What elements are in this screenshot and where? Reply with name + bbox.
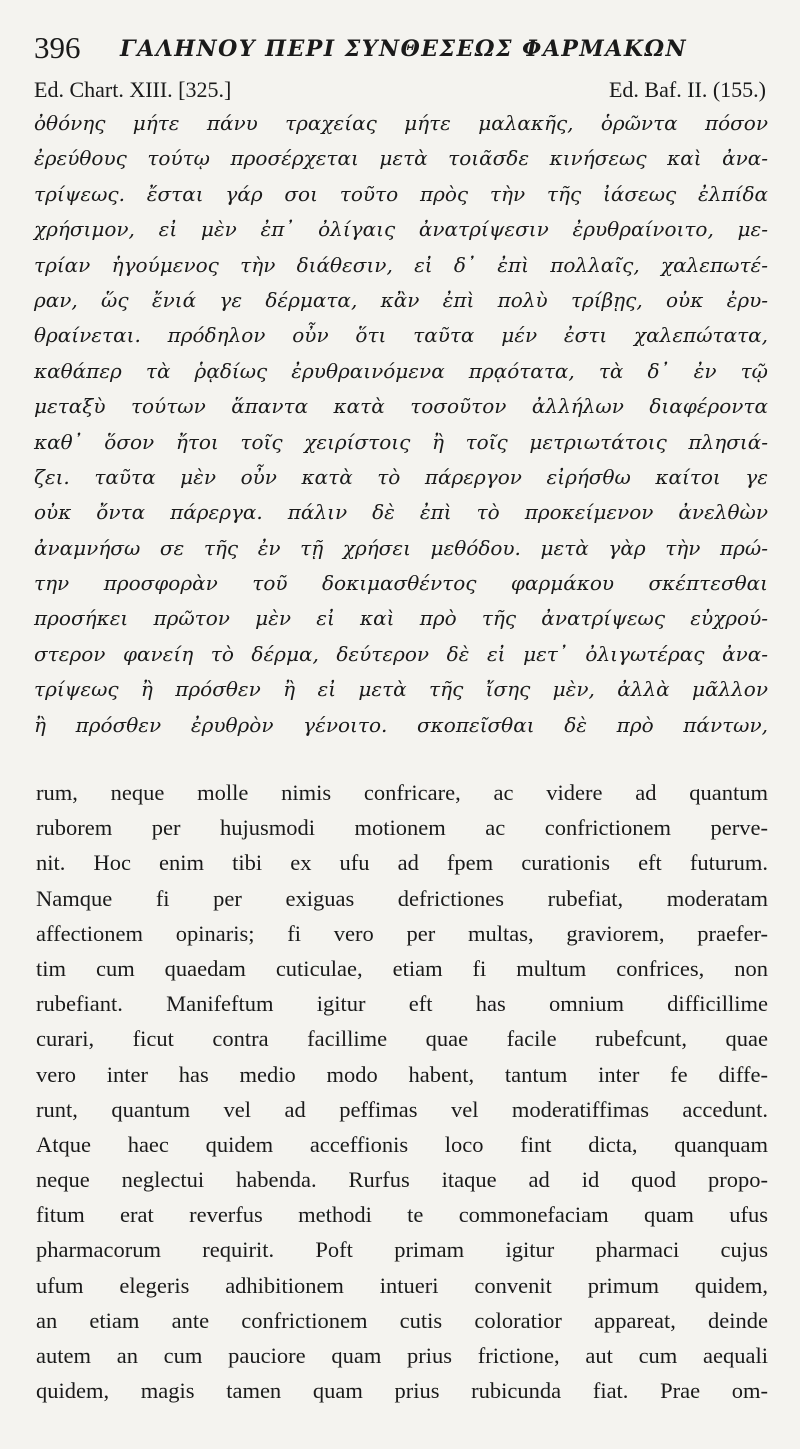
greek-text-block xyxy=(34,106,768,743)
latin-text-line: tim cum quaedam cuticulae, etiam fi multum confrices, non xyxy=(36,955,768,981)
greek-text-line: ζει. ταῦτα μὲν οὖν κατὰ τὸ πάρεργον εἰρήσθω καίτοι γε xyxy=(34,464,768,489)
edition-reference-line xyxy=(34,75,766,105)
latin-text-line: Atque haec quidem acceffionis loco fint dicta, quanquam xyxy=(36,1131,768,1157)
edition-chartier-reference: Ed. Chart. XIII. [325.] xyxy=(34,77,232,102)
greek-text-line: θραίνεται. πρόδηλον οὖν ὅτι ταῦτα μέν ἐστι χαλεπώτατα, xyxy=(34,323,768,348)
latin-text-line: vero inter has medio modo habent, tantum inter fe diffe- xyxy=(36,1061,768,1087)
latin-text-block xyxy=(36,775,768,1408)
latin-text-line: Namque fi per exiguas defrictiones rubefiat, moderatam xyxy=(36,885,768,911)
edition-basel-reference: Ed. Baf. II. (155.) xyxy=(608,77,766,102)
greek-text-line: την προσφορὰν τοῦ δοκιμασθέντος φαρμάκου σκέπτεσθαι xyxy=(34,571,768,596)
latin-text-line: affectionem opinaris; fi vero per multas, graviorem, praefer- xyxy=(36,920,768,946)
greek-text-line: τρίψεως. ἔσται γάρ σοι τοῦτο πρὸς τὴν τῆς ἰάσεως ἐλπίδα xyxy=(34,181,768,206)
greek-text-line: ἐρεύθους τούτῳ προσέρχεται μετὰ τοιᾶσδε κινήσεως καὶ ἀνα- xyxy=(34,146,768,171)
latin-text-line: ruborem per hujusmodi motionem ac confrictionem perve- xyxy=(36,815,768,841)
latin-text-line: fitum erat reverfus methodi te commonefaciam quam ufus xyxy=(36,1202,768,1228)
latin-text-line: rubefiant. Manifeftum igitur eft has omnium difficillime xyxy=(36,991,768,1017)
greek-text-line: τρίψεως ἢ πρόσθεν ἢ εἰ μετὰ τῆς ἴσης μὲν, ἀλλὰ μᾶλλον xyxy=(34,677,768,702)
latin-text-line: autem an cum pauciore quam prius frictione, aut cum aequali xyxy=(36,1343,768,1368)
running-title: ΓΑΛΗΝΟΥ ΠΕΡΙ ΣΥΝΘΕΣΕΩΣ ΦΑΡΜΑΚΩΝ xyxy=(120,36,688,62)
greek-text-line: προσήκει πρῶτον μὲν εἰ καὶ πρὸ τῆς ἀνατρίψεως εὐχρού- xyxy=(34,606,768,631)
page-number: 396 xyxy=(34,30,81,65)
latin-text-line: curari, ficut contra facillime quae facile rubefcunt, quae xyxy=(36,1026,768,1052)
greek-text-line: οὐκ ὄντα πάρεργα. πάλιν δὲ ἐπὶ τὸ προκείμενον ἀνελθὼν xyxy=(34,500,768,525)
greek-text-line: καθ᾿ ὅσον ἤτοι τοῖς χειρίστοις ἢ τοῖς μετριωτάτοις πλησιά- xyxy=(34,429,768,454)
greek-text-line: ἢ πρόσθεν ἐρυθρὸν γένοιτο. σκοπεῖσθαι δὲ πρὸ πάντων, xyxy=(34,712,768,737)
latin-text-line: pharmacorum requirit. Poft primam igitur pharmaci cujus xyxy=(36,1237,768,1263)
latin-text-line: neque neglectui habenda. Rurfus itaque ad id quod propo- xyxy=(36,1167,768,1193)
latin-text-line: ufum elegeris adhibitionem intueri convenit primum quidem, xyxy=(36,1272,768,1298)
running-head xyxy=(34,28,774,68)
greek-text-line: ραν, ὥς ἔνιά γε δέρματα, κἂν ἐπὶ πολὺ τρίβῃς, οὐκ ἐρυ- xyxy=(34,287,768,312)
latin-text-line: runt, quantum vel ad peffimas vel moderatiffimas accedunt. xyxy=(36,1096,768,1122)
greek-text-line: ἀναμνήσω σε τῆς ἐν τῇ χρήσει μεθόδου. μετὰ γὰρ τὴν πρώ- xyxy=(34,535,768,560)
latin-text-line: an etiam ante confrictionem cutis coloratior appareat, deinde xyxy=(36,1307,768,1333)
latin-text-line: rum, neque molle nimis confricare, ac videre ad quantum xyxy=(36,780,768,805)
greek-text-line: καθάπερ τὰ ῥᾳδίως ἐρυθραινόμενα πρᾳότατα, τὰ δ᾿ ἐν τῷ xyxy=(34,358,768,383)
greek-text-line: τρίαν ἡγούμενος τὴν διάθεσιν, εἰ δ᾿ ἐπὶ πολλαῖς, χαλεπωτέ- xyxy=(34,252,768,277)
greek-text-line: χρήσιμον, εἰ μὲν ἐπ᾿ ὀλίγαις ἀνατρίψεσιν ἐρυθραίνοιτο, με- xyxy=(34,217,768,242)
latin-text-line: quidem, magis tamen quam prius rubicunda fiat. Prae om- xyxy=(36,1378,768,1404)
greek-text-line: ὀθόνης μήτε πάνυ τραχείας μήτε μαλακῆς, ὁρῶντα πόσον xyxy=(34,111,768,135)
greek-text-line: μεταξὺ τούτων ἅπαντα κατὰ τοσοῦτον ἀλλήλων διαφέροντα xyxy=(34,394,768,419)
latin-text-line: nit. Hoc enim tibi ex ufu ad fpem curationis eft futurum. xyxy=(36,850,768,876)
greek-text-line: στερον φανείη τὸ δέρμα, δεύτερον δὲ εἰ μετ᾿ ὀλιγωτέρας ἀνα- xyxy=(34,641,768,666)
